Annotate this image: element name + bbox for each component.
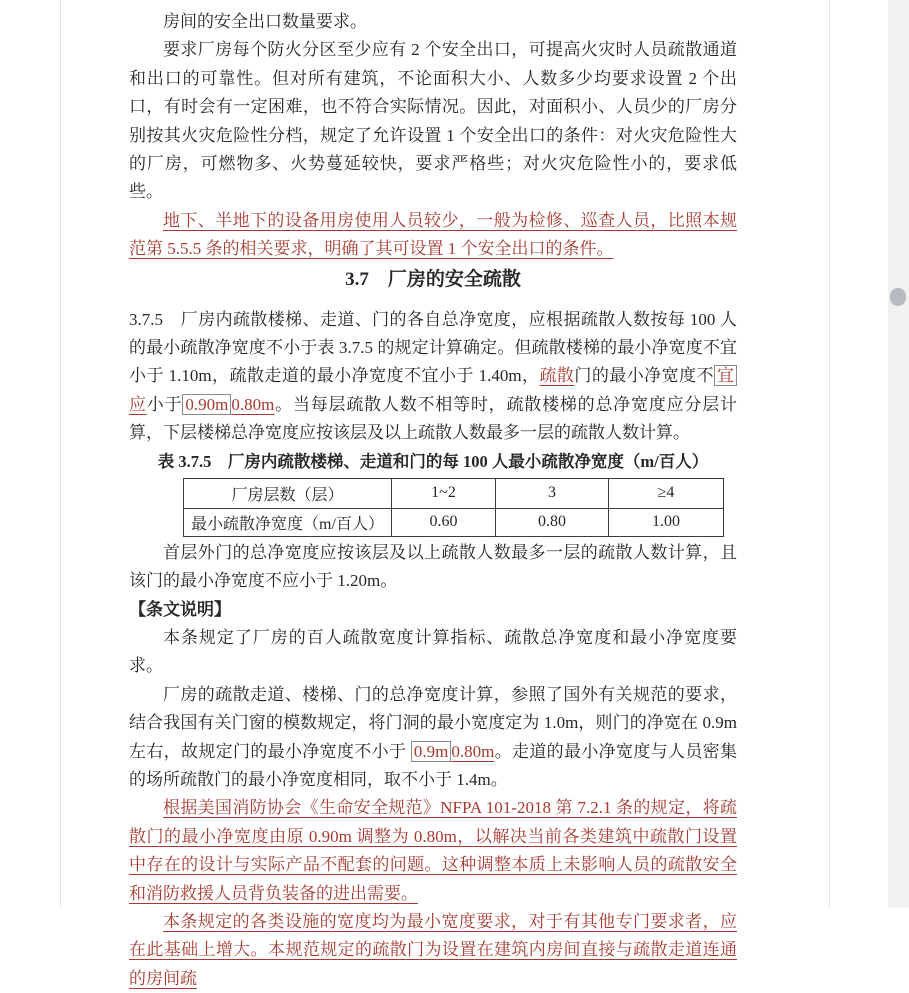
table-row bbox=[184, 478, 724, 508]
text-run: 门的最小净宽度不 bbox=[574, 366, 715, 386]
deleted-revision-text: 0.90m bbox=[182, 394, 231, 415]
table-row bbox=[184, 508, 724, 536]
document-content bbox=[61, 0, 829, 993]
inserted-revision-text: 应 bbox=[129, 394, 147, 414]
clause-3-7-5 bbox=[129, 306, 737, 448]
deleted-revision-text: 宜 bbox=[714, 365, 737, 386]
paragraph-ground-floor-door bbox=[129, 539, 737, 596]
evacuation-width-table bbox=[183, 478, 724, 537]
commentary-label bbox=[129, 596, 737, 624]
deleted-revision-text: 0.9m bbox=[411, 741, 451, 762]
text-run: 【条文说明】 bbox=[129, 599, 231, 619]
inserted-revision-text: 0.80m bbox=[231, 394, 275, 414]
table-cell: 0.80 bbox=[496, 508, 609, 536]
text-run: 。走道的最小净宽度与人员密集的场所疏散门的最小净宽度相同，取不小于 1.4m。 bbox=[129, 741, 738, 789]
text-run: 厂房的疏散走道、楼梯、门的总净宽度计算，参照了国外有关规范的要求，结合我国有关门窗的模数规定，将门洞的最小宽度定为 1.0m，则门的净宽在 0.9m 左右，故规定门的最小净宽度不小于 bbox=[129, 684, 737, 761]
table-header-min-width: 最小疏散净宽度（m/百人） bbox=[184, 508, 392, 536]
table-header-floors: 厂房层数（层） bbox=[184, 478, 392, 508]
inserted-revision-text: 0.80m bbox=[451, 741, 495, 761]
table-caption: 表 3.7.5 厂房内疏散楼梯、走道和门的每 100 人最小疏散净宽度（m/百人） bbox=[157, 451, 709, 471]
table-cell: 0.60 bbox=[392, 508, 496, 536]
text-run: 要求厂房每个防火分区至少应有 2 个安全出口，可提高火灾时人员疏散通道和出口的可靠性。但对所有建筑，不论面积大小、人数多少均要求设置 2 个出口，有时会有一定困难，也不符合实际情况。因此，对面积小、人员少的厂房分别按其火灾危险性分档，规定了允许设置 1 个安全出口的条件：对火灾危险性大的厂房，可燃物多、火势蔓延较快，要求严格些；对火灾危险性小的，要求低些。 bbox=[129, 40, 737, 202]
text-run: 本条规定了厂房的百人疏散宽度计算指标、疏散总净宽度和最小净宽度要求。 bbox=[129, 627, 737, 676]
text-run: 小于 bbox=[146, 394, 183, 414]
text-run: 首层外门的总净宽度应按该层及以上疏散人数最多一层的疏散人数计算，且该门的最小净宽度不应小于 1.20m。 bbox=[129, 542, 737, 591]
paragraph-revision-basement bbox=[129, 207, 737, 264]
section-heading-3-7: 3.7 厂房的安全疏散 bbox=[345, 268, 521, 290]
text-run: 。当每层疏散人数不相等时，疏散楼梯的总净宽度应分层计算，下层楼梯总净宽度应按该层及以上疏散人数最多一层的疏散人数计算。 bbox=[129, 394, 738, 443]
paragraph-revision-nfpa bbox=[129, 794, 737, 908]
paragraph-commentary-calc bbox=[129, 681, 737, 795]
paragraph-commentary-intro bbox=[129, 624, 737, 681]
inserted-revision-text: 本条规定的各类设施的宽度均为最小宽度要求，对于有其他专门要求者，应在此基础上增大。本规范规定的疏散门为设置在建筑内房间直接与疏散走道连通的房间疏 bbox=[129, 911, 737, 988]
paragraph-revision-min-width bbox=[129, 908, 737, 993]
scrollbar-track[interactable] bbox=[888, 0, 909, 908]
table-cell: 1.00 bbox=[609, 508, 724, 536]
paragraph-exit-requirements bbox=[129, 36, 737, 206]
table-cell: 1~2 bbox=[392, 478, 496, 508]
inserted-revision-text: 疏散 bbox=[539, 366, 575, 386]
inserted-revision-text: 根据美国消防协会《生命安全规范》NFPA 101-2018 第 7.2.1 条的规定，将疏散门的最小净宽度由原 0.90m 调整为 0.80m，以解决当前各类建筑中疏散门设置中存在的设计与实际产品不配套的问题。这种调整本质上未影响人员的疏散安全和消防救援人员背负装备的进出需要。 bbox=[129, 798, 737, 903]
scrollbar-thumb[interactable] bbox=[890, 288, 906, 306]
table-cell: 3 bbox=[496, 478, 609, 508]
inserted-revision-text: 地下、半地下的设备用房使用人员较少，一般为检修、巡查人员，比照本规范第 5.5.5 条的相关要求，明确了其可设置 1 个安全出口的条件。 bbox=[129, 210, 737, 259]
document-page bbox=[60, 0, 830, 988]
table-cell: ≥4 bbox=[609, 478, 724, 508]
paragraph-continuation bbox=[129, 8, 737, 36]
text-run: 3.7.5 厂房内疏散楼梯、走道、门的各自总净宽度，应根据疏散人数按每 100 人的最小疏散净宽度不小于表 3.7.5 的规定计算确定。但疏散楼梯的最小净宽度不宜小于 1.10m，疏散走道的最小净宽度不宜小于 1.40m， bbox=[129, 309, 737, 386]
text-run: 房间的安全出口数量要求。 bbox=[163, 12, 367, 31]
